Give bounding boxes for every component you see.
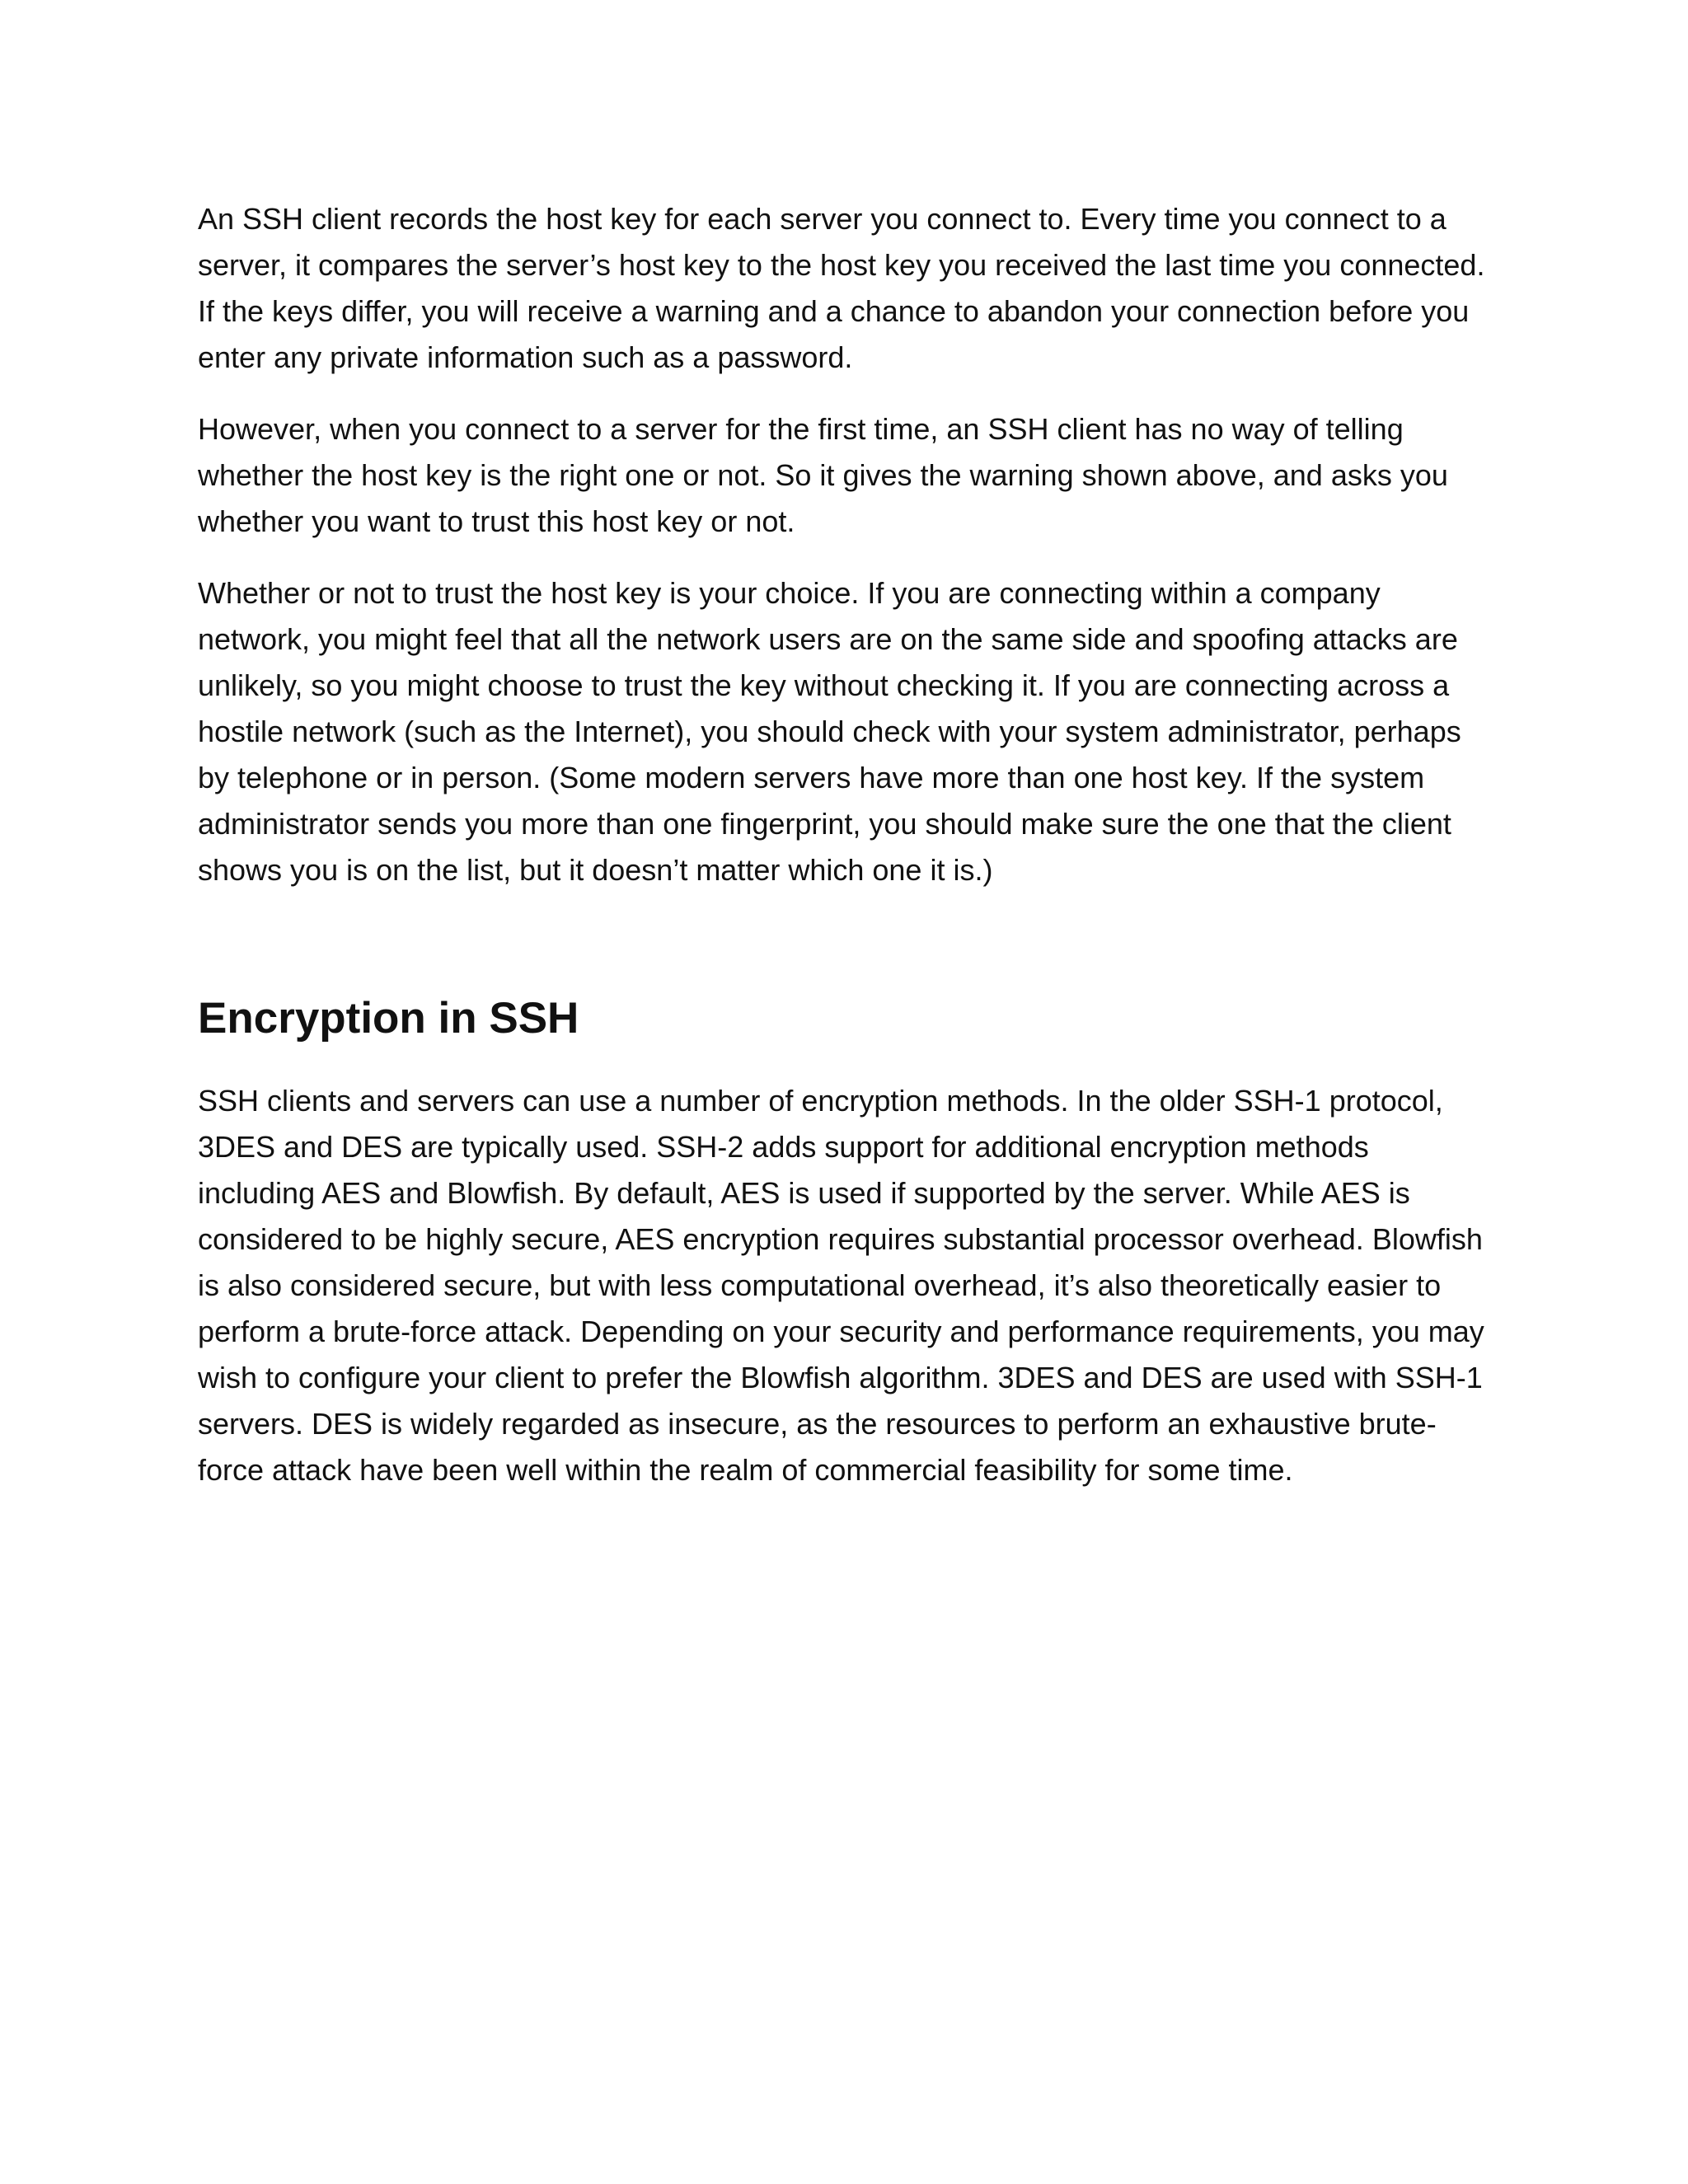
paragraph-trust-choice: Whether or not to trust the host key is your choice. If you are connecting within a company network, you might feel that all the network users are on the same side and spoofing attacks are unlikely, so you might choose to trust the key without checking it. If you are connecting across a hostile network (such as the Internet), you should check with your system administrator, perhaps by telephone or in person. (Some modern servers have more than one host key. If the system administrator sends you more than one fingerprint, you should make sure the one that the client shows you is on the list, but it doesn’t matter which one it is.) bbox=[198, 576, 1461, 887]
section-heading-encryption: Encryption in SSH bbox=[198, 994, 579, 1043]
page-content bbox=[198, 196, 1492, 1493]
paragraph-encryption-methods: SSH clients and servers can use a number of encryption methods. In the older SSH-1 protocol, 3DES and DES are typically used. SSH-2 adds support for additional encryption methods including AES and Blowfish. By default, AES is used if supported by the server. While AES is considered to be highly secure, AES encryption requires substantial processor overhead. Blowfish is also considered secure, but with less computational overhead, it’s also theoretically easier to perform a brute-force attack. Depending on your security and performance requirements, you may wish to configure your client to prefer the Blowfish algorithm. 3DES and DES are used with SSH-1 servers. DES is widely regarded as insecure, as the resources to perform an exhaustive brute-force attack have been well within the realm of commercial feasibility for some time. bbox=[198, 1084, 1484, 1487]
encryption-section-body bbox=[198, 1078, 1492, 1493]
paragraph-host-key-records: An SSH client records the host key for each server you connect to. Every time you connect to a server, it compares the server’s host key to the host key you received the last time you connected. If the keys differ, you will receive a warning and a chance to abandon your connection before you enter any private information such as a password. bbox=[198, 202, 1485, 374]
paragraph-first-connection: However, when you connect to a server for the first time, an SSH client has no way of telling whether the host key is the right one or not. So it gives the warning shown above, and asks you whether you want to trust this host key or not. bbox=[198, 412, 1448, 538]
